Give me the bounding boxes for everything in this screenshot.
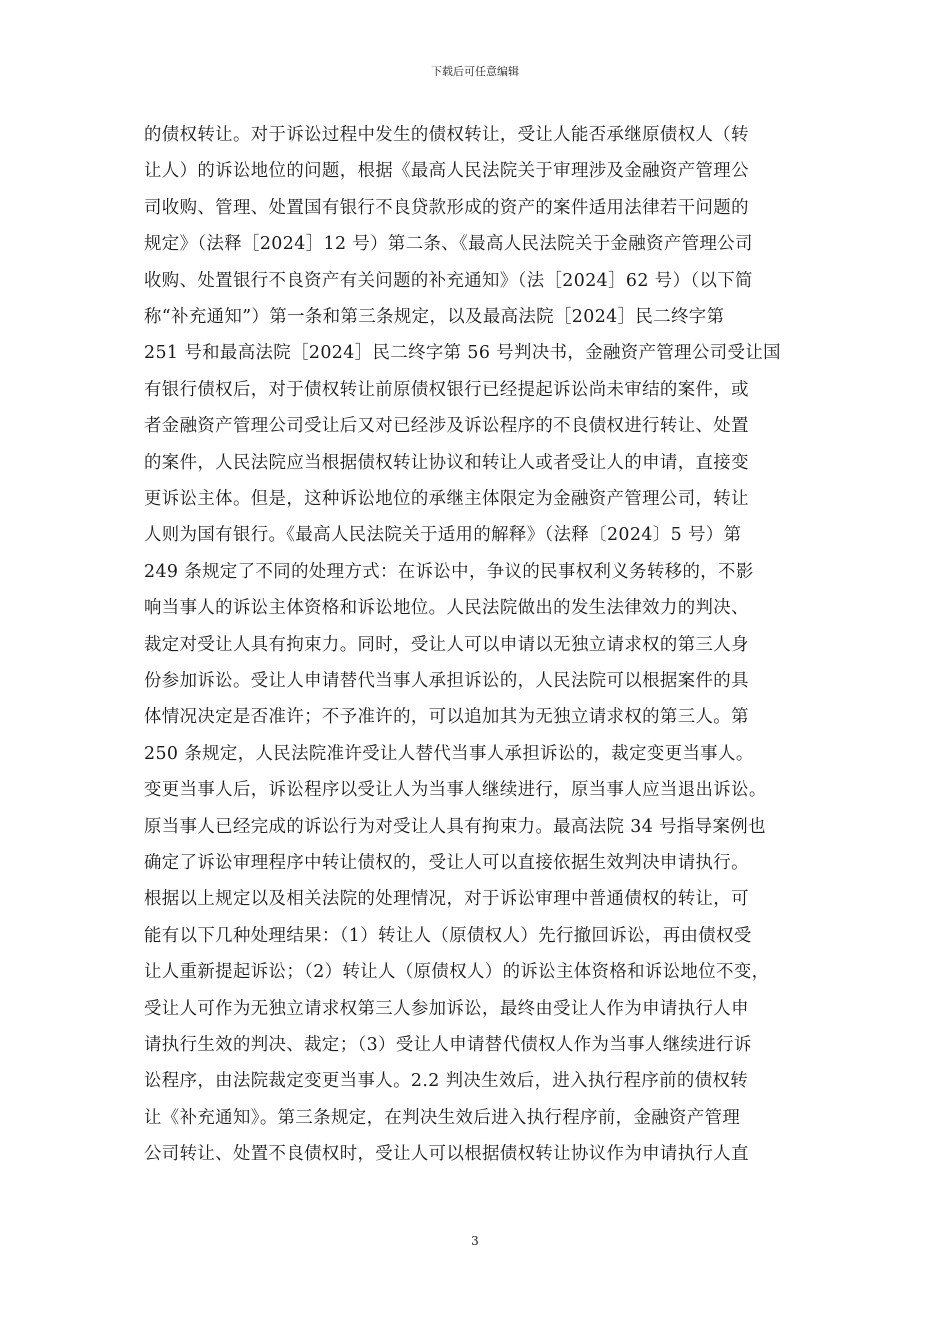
text-line: 让《补充通知》。第三条规定，在判决生效后进入执行程序前，金融资产管理 [144,1107,741,1128]
text-line: 称“补充通知”）第一条和第三条规定，以及最高法院［2024］民二终字第 [144,307,725,327]
text-line: 根据以上规定以及相关法院的处理情况，对于诉讼审理中普通债权的转让，可 [144,889,749,910]
text-line: 249 条规定了不同的处理方式：在诉讼中，争议的民事权利义务转移的，不影 [144,561,754,582]
page-header: 下载后可任意编辑 [431,65,519,78]
text-line: 更诉讼主体。但是，这种诉讼地位的承继主体限定为金融资产管理公司，转让 [144,489,749,509]
text-line: 让人重新提起诉讼；（2）转让人（原债权人）的诉讼主体资格和诉讼地位不变， [144,962,770,983]
text-line: 确定了诉讼审理程序中转让债权的，受让人可以直接依据生效判决申请执行。 [144,853,749,873]
text-line: 能有以下几种处理结果：（1）转让人（原债权人）先行撤回诉讼，再由债权受 [144,925,752,946]
page-number: 3 [471,1234,479,1248]
text-line: 讼程序，由法院裁定变更当事人。2.2 判决生效后，进入执行程序前的债权转 [144,1071,749,1092]
text-line: 251 号和最高法院［2024］民二终字第 56 号判决书，金融资产管理公司受让国 [144,343,781,364]
text-line: 响当事人的诉讼主体资格和诉讼地位。人民法院做出的发生法律效力的判决、 [144,598,749,619]
text-line: 公司转让、处置不良债权时，受让人可以根据债权转让协议作为申请执行人直 [144,1144,749,1165]
text-line: 原当事人已经完成的诉讼行为对受让人具有拘束力。最高法院 34 号指导案例也 [144,816,766,837]
text-line: 份参加诉讼。受让人申请替代当事人承担诉讼的，人民法院可以根据案件的具 [144,671,749,691]
text-line: 变更当事人后，诉讼程序以受让人为当事人继续进行，原当事人应当退出诉讼。 [144,780,767,801]
text-line: 司收购、管理、处置国有银行不良贷款形成的资产的案件适用法律若干问题的 [144,197,749,218]
text-line: 体情况决定是否准许；不予准许的，可以追加其为无独立请求权的第三人。第 [144,707,749,728]
text-line: 者金融资产管理公司受让后又对已经涉及诉讼程序的不良债权进行转让、处置 [144,416,749,437]
text-line: 人则为国有银行。《最高人民法院关于适用的解释》（法释〔2024〕5 号）第 [144,525,742,546]
text-line: 裁定对受让人具有拘束力。同时，受让人可以申请以无独立请求权的第三人身 [144,634,749,655]
text-line: 让人）的诉讼地位的问题，根据《最高人民法院关于审理涉及金融资产管理公 [144,161,749,182]
text-line: 规定》（法释［2024］12 号）第二条、《最高人民法院关于金融资产管理公司 [144,234,753,255]
text-line: 收购、处置银行不良资产有关问题的补充通知》（法［2024］62 号）（以下简 [144,270,753,291]
text-line: 的案件，人民法院应当根据债权转让协议和转让人或者受让人的申请，直接变 [144,452,749,473]
text-line: 250 条规定，人民法院准许受让人替代当事人承担诉讼的，裁定变更当事人。 [144,743,754,764]
text-line: 的债权转让。对于诉讼过程中发生的债权转让，受让人能否承继原债权人（转 [144,125,749,145]
text-line: 有银行债权后，对于债权转让前原债权银行已经提起诉讼尚未审结的案件，或 [144,379,749,400]
text-line: 请执行生效的判决、裁定；（3）受让人申请替代债权人作为当事人继续进行诉 [144,1035,752,1055]
text-line: 受让人可作为无独立请求权第三人参加诉讼，最终由受让人作为申请执行人申 [144,998,749,1019]
